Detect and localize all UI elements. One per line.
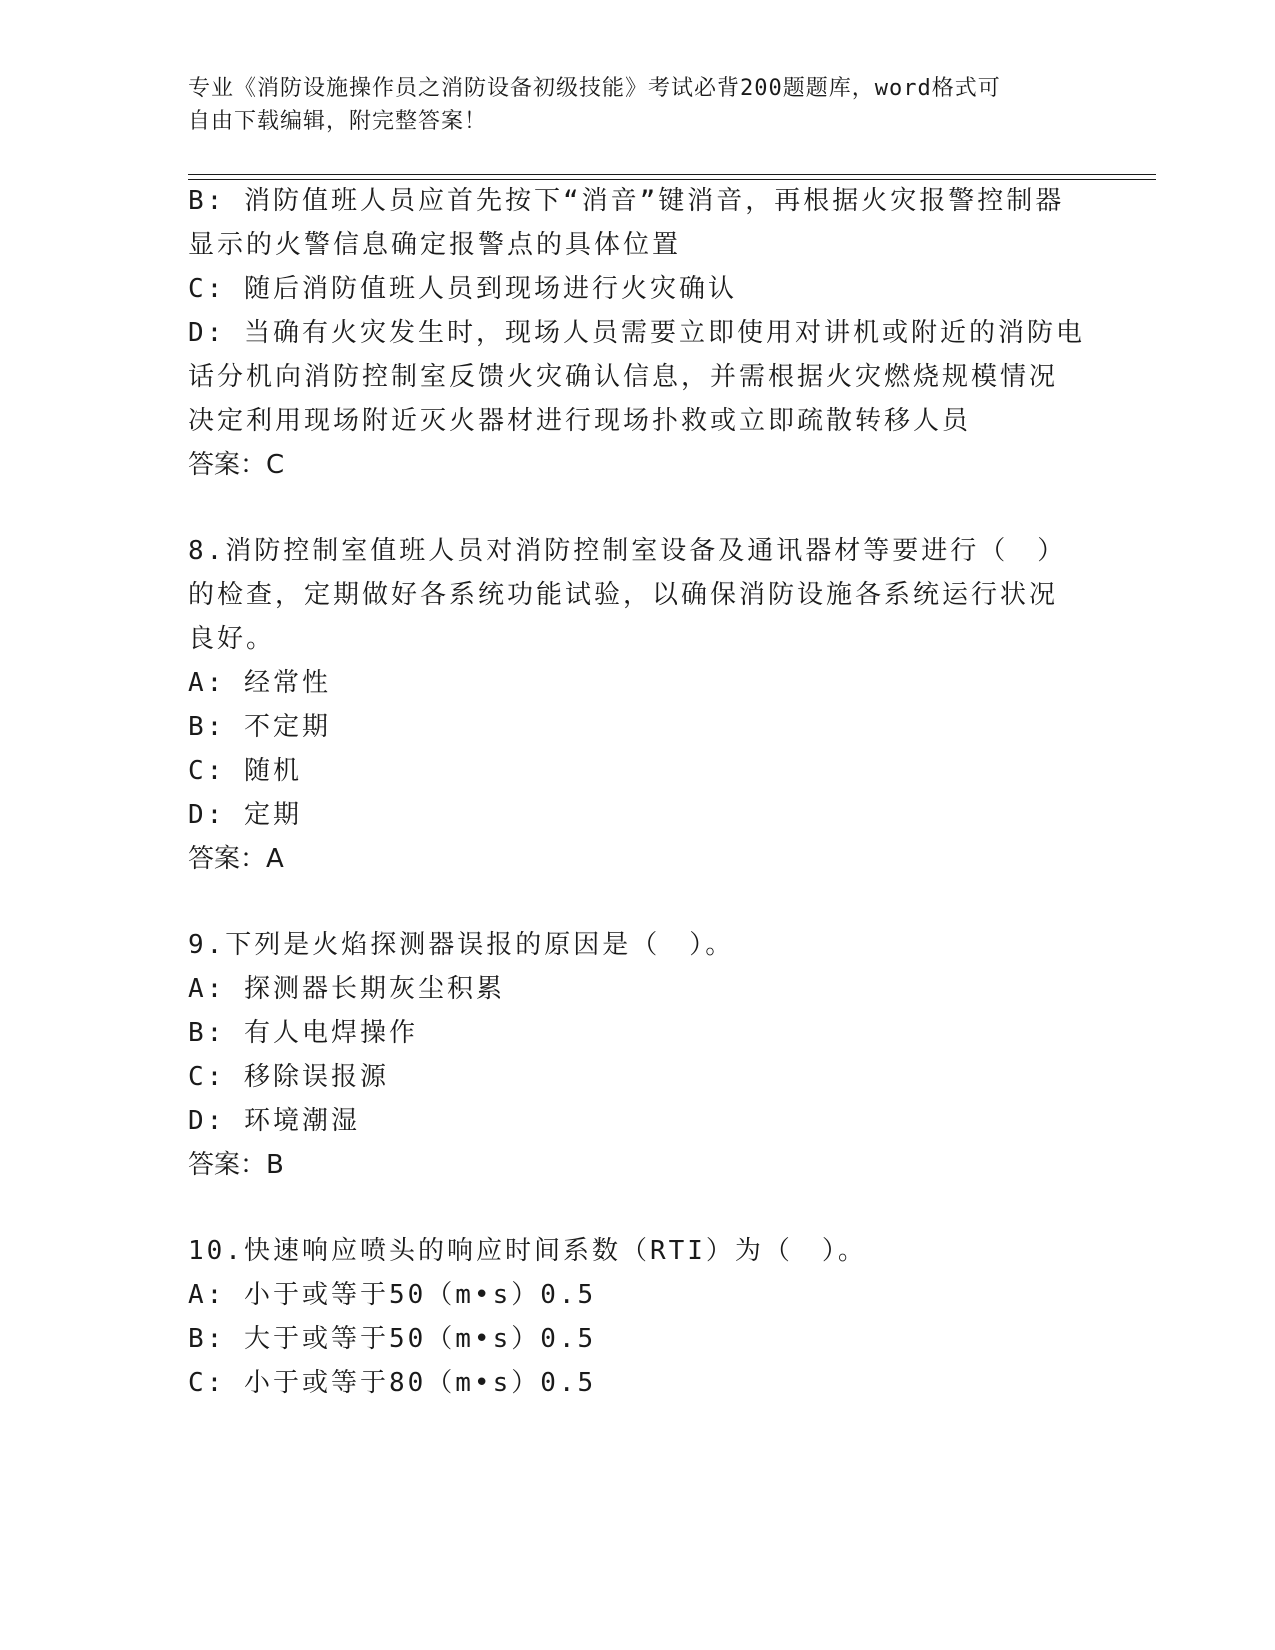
- header-line-1: 专业《消防设施操作员之消防设备初级技能》考试必背200题题库，word格式可: [188, 76, 1001, 101]
- q10-option-a: A: 小于或等于50（m•s）0.5: [188, 1280, 597, 1310]
- header-divider-bottom: [188, 179, 1156, 180]
- q8-option-d: D: 定期: [188, 800, 302, 830]
- q8-option-a: A: 经常性: [188, 668, 331, 698]
- answer-7: 答案：C: [188, 450, 285, 480]
- document-header: [188, 72, 1088, 138]
- header-line-2: 自由下载编辑，附完整答案！: [188, 109, 488, 134]
- option-c: C: 随后消防值班人员到现场进行火灾确认: [188, 274, 737, 304]
- question-8-line-1: 8.消防控制室值班人员对消防控制室设备及通讯器材等要进行（ ）: [188, 536, 1067, 566]
- option-b-line-1: B: 消防值班人员应首先按下“消音”键消音，再根据火灾报警控制器: [188, 186, 1065, 216]
- question-9: 9.下列是火焰探测器误报的原因是（ ）。: [188, 930, 735, 960]
- q8-option-b: B: 不定期: [188, 712, 331, 742]
- q8-option-c: C: 随机: [188, 756, 302, 786]
- question-10: 10.快速响应喷头的响应时间系数（RTI）为（ ）。: [188, 1236, 867, 1266]
- q10-option-b: B: 大于或等于50（m•s）0.5: [188, 1324, 597, 1354]
- option-b-line-2: 显示的火警信息确定报警点的具体位置: [188, 230, 682, 260]
- q10-option-c: C: 小于或等于80（m•s）0.5: [188, 1368, 597, 1398]
- option-d-line-1: D: 当确有火灾发生时，现场人员需要立即使用对讲机或附近的消防电: [188, 318, 1085, 348]
- q9-option-b: B: 有人电焊操作: [188, 1018, 418, 1048]
- header-divider-top: [188, 174, 1156, 175]
- answer-9: 答案：B: [188, 1150, 284, 1180]
- option-d-line-2: 话分机向消防控制室反馈火灾确认信息，并需根据火灾燃烧规模情况: [188, 362, 1059, 392]
- q9-option-d: D: 环境潮湿: [188, 1106, 360, 1136]
- question-8-line-3: 良好。: [188, 624, 276, 654]
- q9-option-a: A: 探测器长期灰尘积累: [188, 974, 505, 1004]
- option-d-line-3: 决定利用现场附近灭火器材进行现场扑救或立即疏散转移人员: [188, 406, 972, 436]
- q9-option-c: C: 移除误报源: [188, 1062, 389, 1092]
- answer-8: 答案：A: [188, 844, 284, 874]
- question-8-line-2: 的检查，定期做好各系统功能试验，以确保消防设施各系统运行状况: [188, 580, 1059, 610]
